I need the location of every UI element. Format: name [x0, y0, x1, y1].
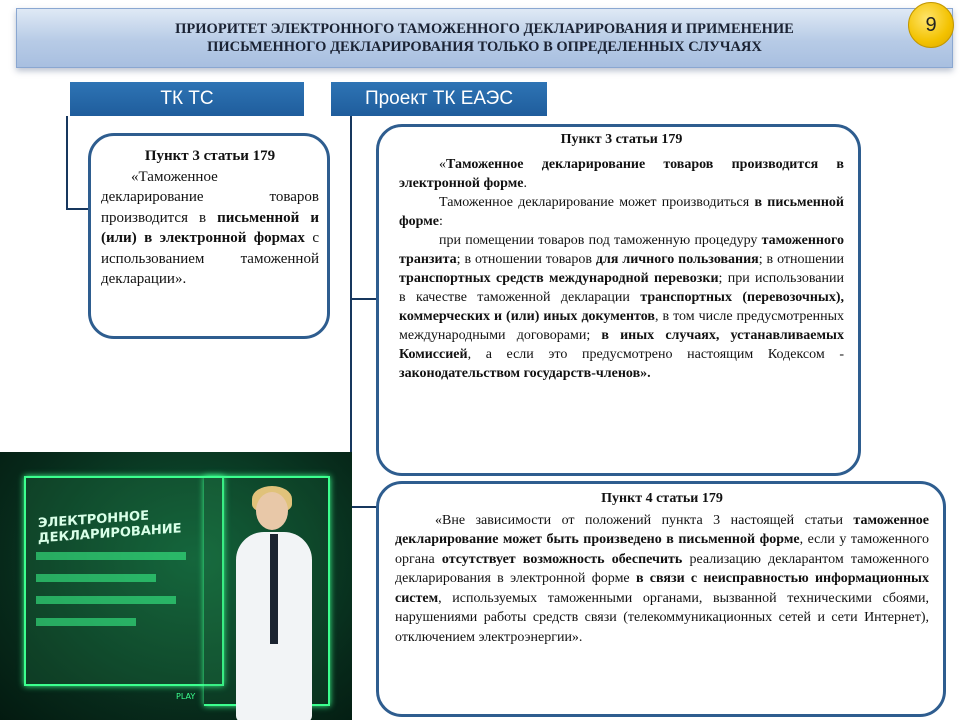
video-screen-label: ЭЛЕКТРОННОЕ ДЕКЛАРИРОВАНИЕ [38, 508, 182, 547]
card-text-bold: законодательством государств-членов». [399, 366, 651, 381]
card-text-bold: для личного пользования [595, 252, 759, 267]
card-text: реализацию декларантом таможенного декларирования в электронной форме [395, 551, 929, 586]
card-tk-ts-article [88, 133, 330, 339]
card-text: : [439, 214, 443, 229]
card-text-bold: в иных случаях, устанавливаемых Комиссией [399, 328, 844, 362]
screen-bar [36, 552, 186, 560]
card-text-bold: транспортных средств международной перевозки [399, 271, 719, 286]
screen-bar [36, 618, 136, 626]
card-text: , в том числе предусмотренных международными договорами; [399, 309, 844, 343]
connector-right-2 [350, 296, 378, 508]
card-paragraph [399, 155, 844, 193]
card-text: «Вне зависимости от положений пункта 3 настоящей статьи [435, 512, 854, 528]
card-text: ; в отношении товаров [456, 252, 596, 267]
card-text: . [523, 176, 527, 191]
card-text-bold: отсутствует возможность обеспечить [441, 551, 683, 567]
card-heading: Пункт 3 статьи 179 [144, 148, 276, 164]
tab-tk-eaes: Проект ТК ЕАЭС [331, 82, 547, 116]
card-text-bold: транспортных (перевозочных), коммерческих и (или) иных документов [399, 290, 844, 324]
page-title: ПРИОРИТЕТ ЭЛЕКТРОННОГО ТАМОЖЕННОГО ДЕКЛАРИРОВАНИЯ И ПРИМЕНЕНИЕ ПИСЬМЕННОГО ДЕКЛАРИРОВАНИЯ ТОЛЬКО В ОПРЕДЕЛЕННЫХ СЛУЧАЯХ [175, 21, 794, 55]
card-text: ; при использовании в качестве таможенной декларации [399, 271, 844, 305]
card-text: « [439, 157, 446, 172]
presenter-head [256, 492, 288, 530]
card-eaes-article-4 [376, 481, 946, 717]
card-eaes-article-3 [376, 124, 861, 476]
presenter-tie [270, 534, 278, 644]
card-text: Таможенное декларирование может производиться [439, 195, 755, 210]
card-body [101, 167, 319, 290]
card-text-bold: Таможенное декларирование товаров производится в электронной форме [399, 157, 844, 191]
card-text: «Таможенное декларирование товаров производится в [101, 168, 319, 226]
card-text: ; в отношении [758, 252, 844, 267]
card-paragraph [399, 231, 844, 383]
card-paragraph [395, 511, 929, 648]
card-text: при помещении товаров под таможенную процедуру [439, 233, 762, 248]
card-heading: Пункт 3 статьи 179 [560, 132, 683, 147]
card-text-bold: письменной и (или) в электронной формах [101, 209, 319, 246]
screen-bar [36, 596, 176, 604]
card-text-bold: в письменной форме [399, 195, 844, 229]
card-text-bold: таможенного транзита [399, 233, 844, 267]
screen-bar [36, 574, 156, 582]
card-text-bold: таможенное декларирование может быть произведено в письменной форме [395, 512, 929, 547]
title-banner [16, 8, 953, 68]
card-heading: Пункт 4 статьи 179 [601, 491, 723, 506]
card-text: , используемых таможенными органами, вызванной техническими сбоями, нарушениями работы средств связи (телекоммуникационных сетей и сети Интернет), отключением электроэнергии». [395, 590, 929, 645]
connector-right-1 [350, 116, 378, 300]
video-still-electronic-declaration [0, 452, 352, 720]
tab-tk-ts: ТК ТС [70, 82, 304, 116]
card-text: , если у таможенного органа [395, 532, 929, 567]
page-number-badge: 9 [908, 2, 954, 48]
card-text: , а если это предусмотрено настоящим Кодексом - [467, 347, 844, 362]
card-text-bold: в связи с неисправностью информационных систем [395, 571, 929, 606]
card-paragraph [399, 193, 844, 231]
card-text: с использованием таможенной декларации». [101, 230, 319, 287]
play-label: PLAY [176, 692, 196, 701]
connector-left [66, 116, 90, 210]
